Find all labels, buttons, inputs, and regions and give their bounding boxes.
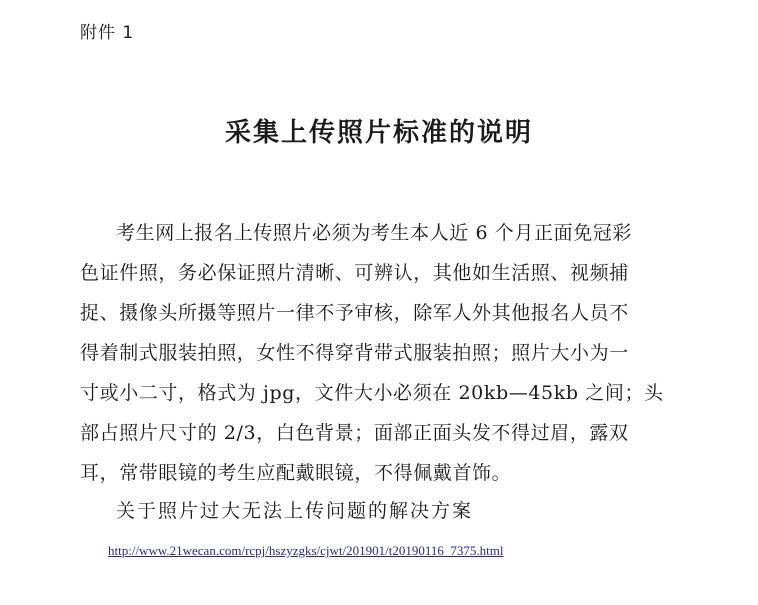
page-title: 采集上传照片标准的说明 (224, 118, 533, 148)
paragraph-line: 考生网上报名上传照片必须为考生本人近 6 个月正面免冠彩 (116, 222, 632, 244)
paragraph-line: 色证件照，务必保证照片清晰、可辨认，其他如生活照、视频捕 (80, 262, 629, 284)
paragraph-line: 部占照片尺寸的 2/3，白色背景；面部正面头发不得过眉，露双 (80, 422, 629, 444)
attachment-label: 附件 1 (80, 23, 135, 43)
paragraph-line: 捉、摄像头所摄等照片一律不予审核，除军人外其他报名人员不 (80, 302, 629, 324)
solution-heading: 关于照片过大无法上传问题的解决方案 (116, 500, 474, 522)
solution-link[interactable]: http://www.21wecan.com/rcpj/hszyzgks/cjwt/201901/t20190116_7375.html (108, 543, 504, 558)
paragraph-line: 得着制式服装拍照，女性不得穿背带式服装拍照；照片大小为一 (80, 342, 629, 364)
paragraph-line: 耳，常带眼镜的考生应配戴眼镜，不得佩戴首饰。 (80, 462, 512, 484)
paragraph-line: 寸或小二寸，格式为 jpg，文件大小必须在 20kb—45kb 之间；头 (80, 382, 664, 404)
